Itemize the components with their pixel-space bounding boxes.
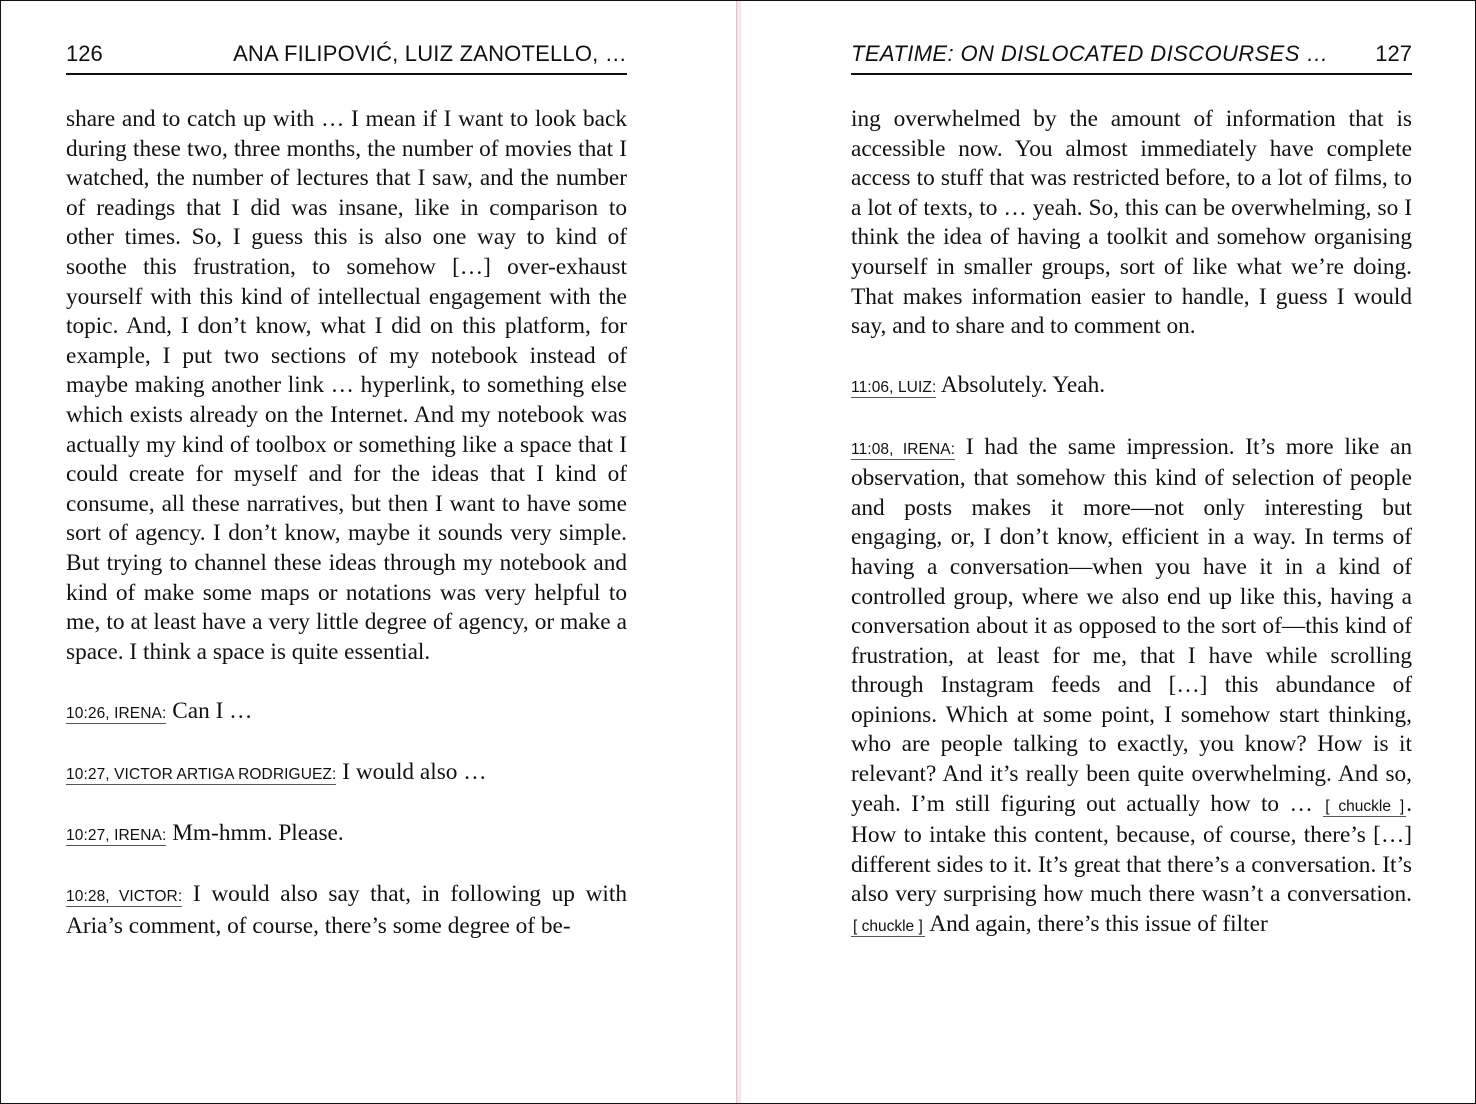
paragraph [851, 433, 1412, 942]
paragraph-text: And again, there’s this issue of filter [929, 911, 1268, 938]
right-body-text [851, 105, 1412, 942]
speaker-label: 10:27, IRENA: [66, 827, 167, 845]
speaker-label: 11:06, LUIZ: [851, 379, 937, 397]
paragraph-text: Can I … [172, 697, 253, 724]
paragraph [66, 697, 627, 729]
speaker-label: 10:26, IRENA: [66, 704, 167, 722]
paragraph-text: Mm-hmm. Please. [172, 820, 344, 847]
paragraph-text: . How to intake this content, because, of course, there’s […] different sides to it. It’s great that there’s a conversation. It’s also very surprising how much there wasn’t a conversation. [851, 790, 1413, 908]
paragraph-text: I would also say that, in following up with Aria’s comment, of course, there’s some degree of be- [66, 881, 627, 940]
stage-direction-tag: [ chuckle ] [853, 918, 923, 936]
paragraph [851, 105, 1412, 342]
left-page [66, 1, 627, 1103]
paragraph-text: ing overwhelmed by the amount of information that is accessible now. You almost immediately have complete access to stuff that was restricted before, to a lot of films, to a lot of texts, to … yeah. So, this can be overwhelming, so I think the idea of having a toolkit and somehow organising yourself in smaller groups, sort of like what we’re doing. That makes information easier to handle, I guess I would say, and to share and to comment on. [851, 106, 1412, 340]
right-page [851, 1, 1412, 1103]
right-page-number: 127 [1375, 41, 1412, 66]
paragraph [851, 371, 1412, 403]
paragraph [66, 758, 627, 790]
right-running-head [851, 39, 1412, 75]
paragraph [66, 819, 627, 851]
left-body-text [66, 105, 627, 942]
paragraph-text: I would also … [342, 759, 487, 786]
left-page-number: 126 [66, 41, 103, 66]
book-gutter [736, 1, 741, 1103]
speaker-label: 11:08, IRENA: [851, 440, 956, 458]
left-running-head [66, 39, 627, 75]
paragraph-text: I had the same impression. It’s more like an observation, that somehow this kind of selection of people and posts makes it more—not only interesting but engaging, or, I don’t know, efficient in a way. In terms of having a conversation—when you have it in a kind of controlled group, where we also end up like this, having a conversation about it as opposed to the sort of—this kind of frustration, at least for me, that I have while scrolling through Instagram feeds and […] this abundance of opinions. Which at some point, I somehow start thinking, who are people talking to exactly, you know? How is it relevant? And it’s really been quite overwhelming. And so, yeah. I’m still figuring out actually how to … [851, 433, 1413, 817]
paragraph-text: share and to catch up with … I mean if I want to look back during these two, three months, the number of movies that I watched, the number of lectures that I saw, and the number of readings that I did was insane, like in comparison to other times. So, I guess this is also one way to kind of soothe this frustration, to somehow […] over-exhaust yourself with this kind of intellectual engagement with the topic. And, I don’t know, what I did on this platform, for example, I put two sections of my notebook instead of maybe making another link … hyperlink, to something else which exists already on the Internet. And my notebook was actually my kind of toolbox or something like a space that I could create for myself and for the ideas that I kind of consume, all these narratives, but then I want to have some sort of agency. I don’t know, maybe it sounds very simple. But trying to channel these ideas through my notebook and kind of make some maps or notations was very helpful to me, to at least have a very little degree of agency, or make a space. I think a space is quite essential. [66, 106, 627, 665]
speaker-label: 10:28, VICTOR: [66, 888, 183, 906]
paragraph-text: Absolutely. Yeah. [940, 372, 1106, 399]
paragraph [66, 105, 627, 667]
right-running-title: TEATIME: ON DISLOCATED DISCOURSES … [851, 41, 1329, 66]
speaker-label: 10:27, VICTOR ARTIGA RODRIGUEZ: [66, 766, 337, 784]
left-running-title: ANA FILIPOVIĆ, LUIZ ZANOTELLO, … [233, 41, 627, 66]
paragraph [66, 880, 627, 941]
stage-direction-tag: [ chuckle ] [1325, 797, 1405, 815]
